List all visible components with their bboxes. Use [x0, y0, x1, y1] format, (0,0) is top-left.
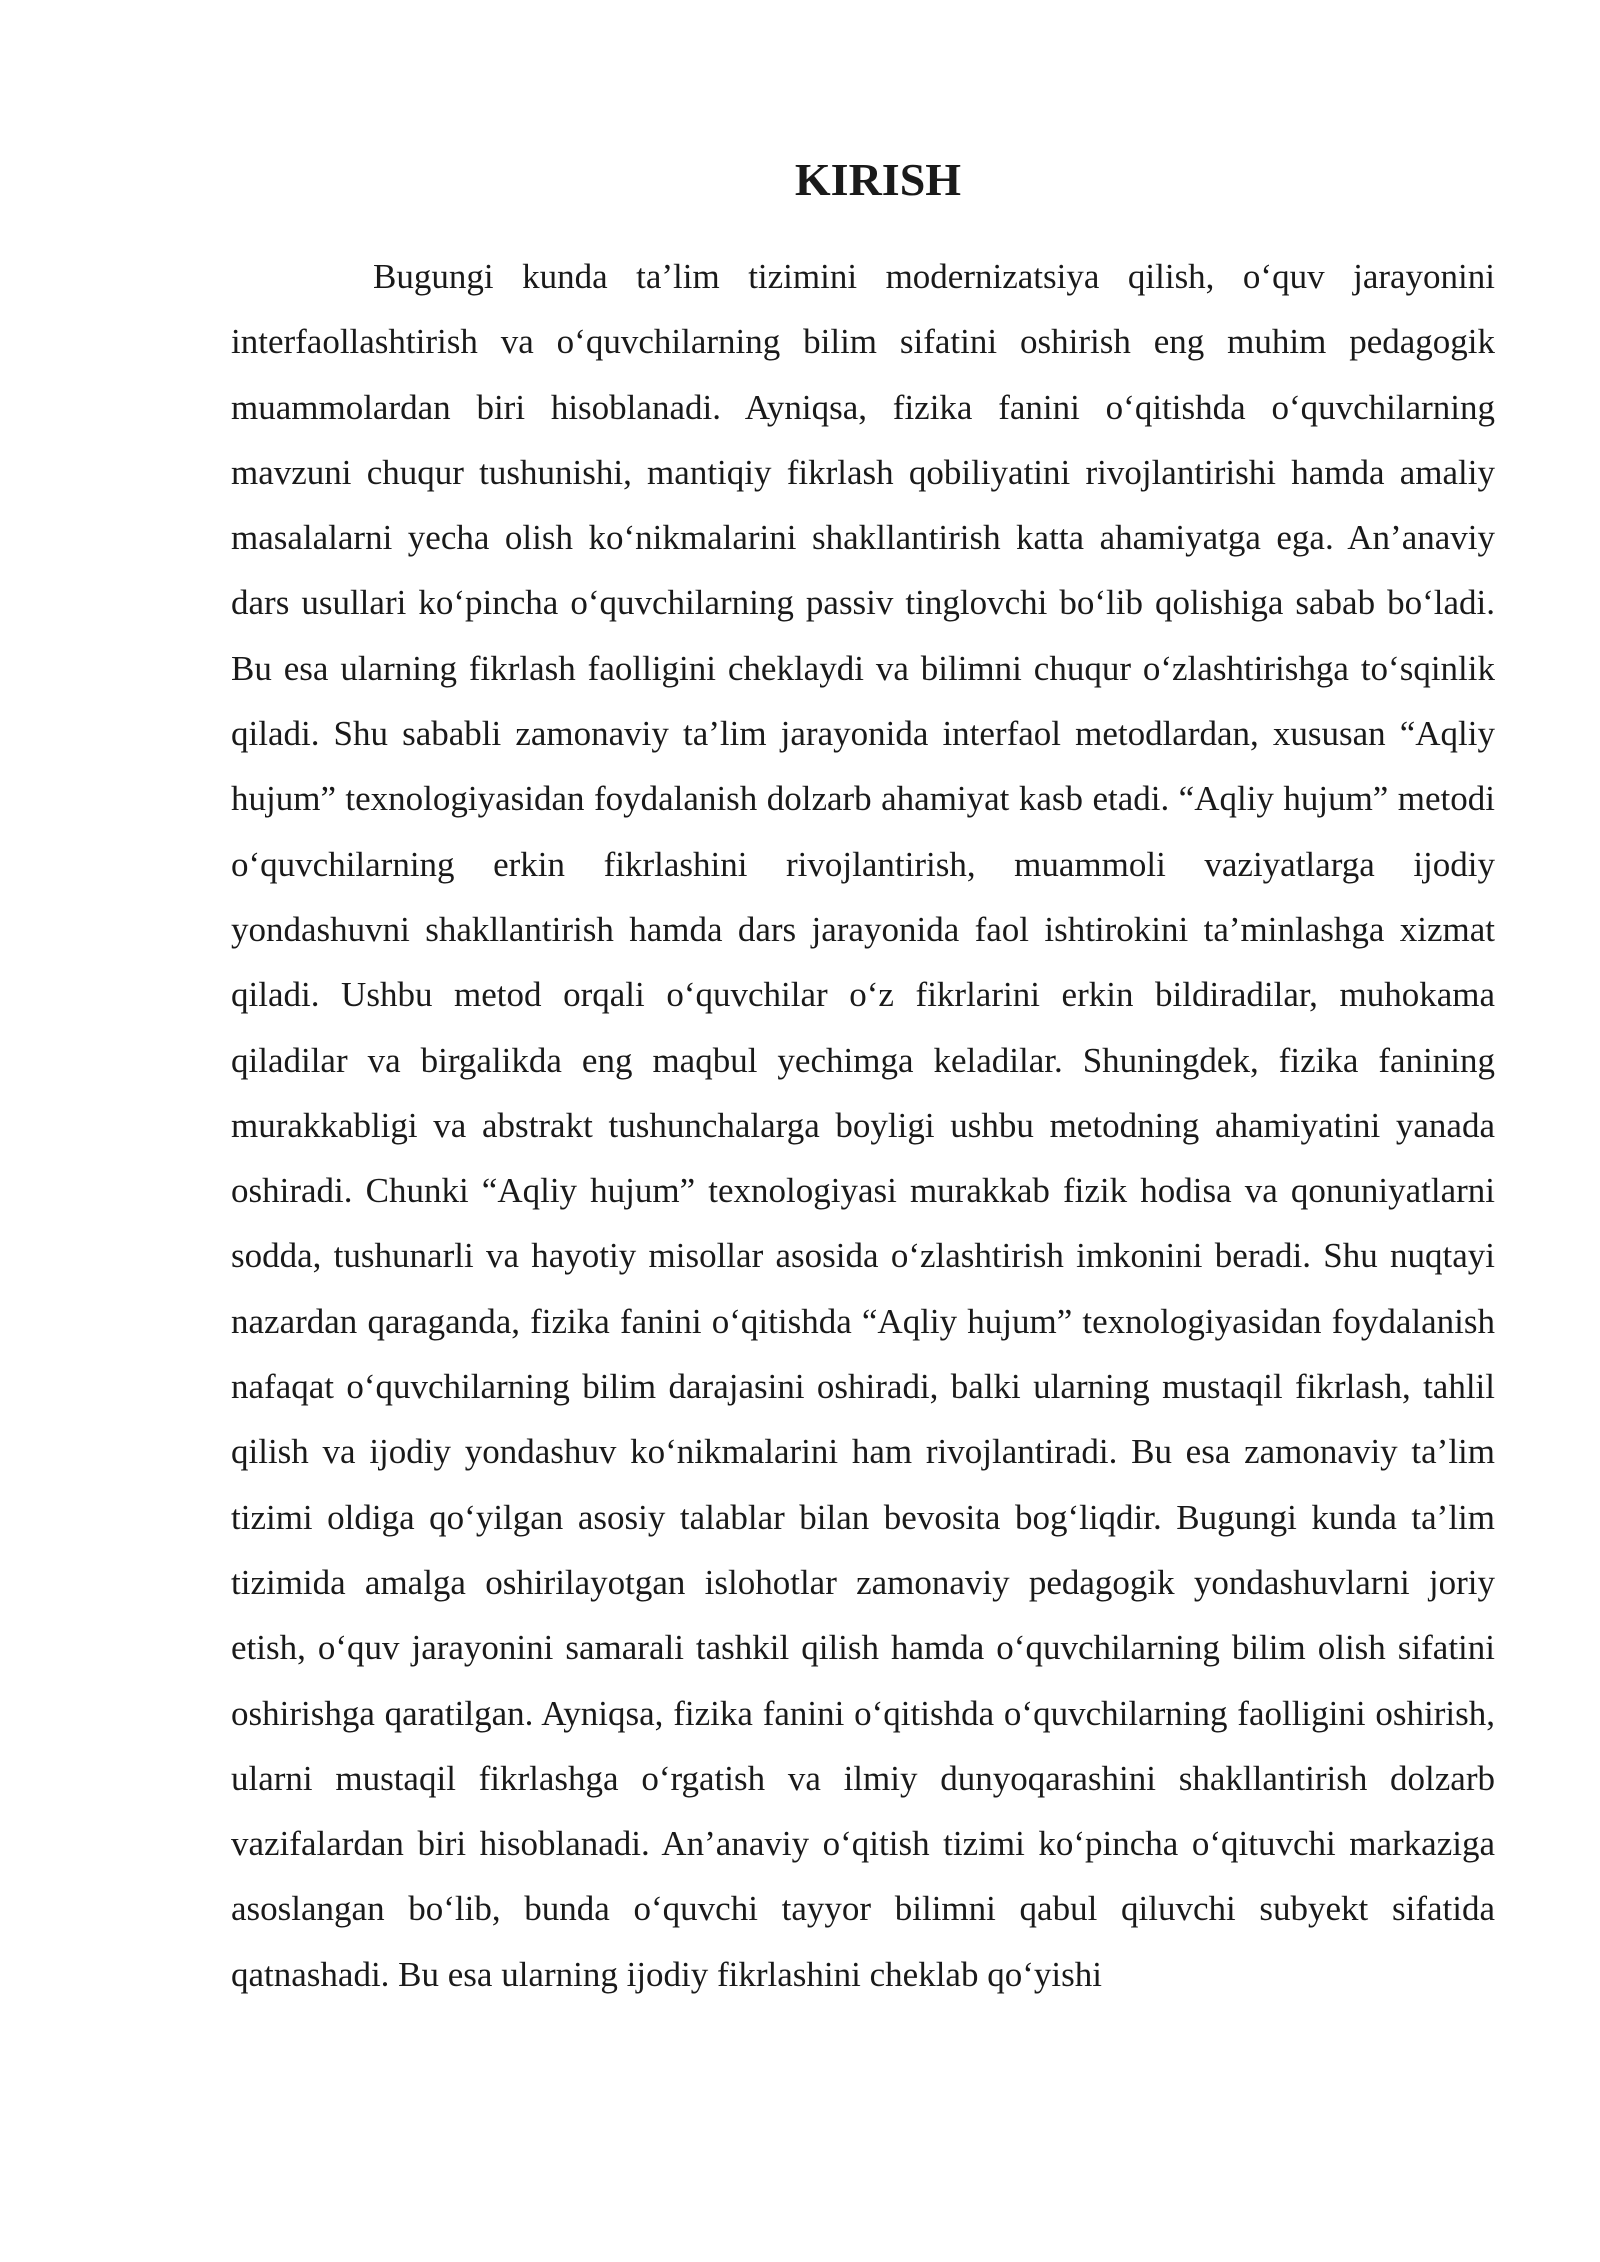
- page-title: KIRISH: [794, 154, 962, 205]
- body-paragraph: Bugungi kunda ta’lim tizimini modernizatsiya qilish, o‘quv jarayonini interfaollashtirish va o‘quvchilarning bilim sifatini oshirish eng muhim pedagogik muammolardan biri hisoblanadi. Ayniqsa, fizika fanini o‘qitishda o‘quvchilarning mavzuni chuqur tushunishi, mantiqiy fikrlash qobiliyatini rivojlantirishi hamda amaliy masalalarni yecha olish ko‘nikmalarini shakllantirish katta ahamiyatga ega. An’anaviy dars usullari ko‘pincha o‘quvchilarning passiv tinglovchi bo‘lib qolishiga sabab bo‘ladi. Bu esa ularning fikrlash faolligini cheklaydi va bilimni chuqur o‘zlashtirishga to‘sqinlik qiladi. Shu sababli zamonaviy ta’lim jarayonida interfaol metodlardan, xususan “Aqliy hujum” texnologiyasidan foydalanish dolzarb ahamiyat kasb etadi. “Aqliy hujum” metodi o‘quvchilarning erkin fikrlashini rivojlantirish, muammoli vaziyatlarga ijodiy yondashuvni shakllantirish hamda dars jarayonida faol ishtirokini ta’minlashga xizmat qiladi. Ushbu metod orqali o‘quvchilar o‘z fikrlarini erkin bildiradilar, muhokama qiladilar va birgalikda eng maqbul yechimga keladilar. Shuningdek, fizika fanining murakkabligi va abstrakt tushunchalarga boyligi ushbu metodning ahamiyatini yanada oshiradi. Chunki “Aqliy hujum” texnologiyasi murakkab fizik hodisa va qonuniyatlarni sodda, tushunarli va hayotiy misollar asosida o‘zlashtirish imkonini beradi. Shu nuqtayi nazardan qaraganda, fizika fanini o‘qitishda “Aqliy hujum” texnologiyasidan foydalanish nafaqat o‘quvchilarning bilim darajasini oshiradi, balki ularning mustaqil fikrlash, tahlil qilish va ijodiy yondashuv ko‘nikmalarini ham rivojlantiradi. Bu esa zamonaviy ta’lim tizimi oldiga qo‘yilgan asosiy talablar bilan bevosita bog‘liqdir. Bugungi kunda ta’lim tizimida amalga oshirilayotgan islohotlar zamonaviy pedagogik yondashuvlarni joriy etish, o‘quv jarayonini samarali tashkil qilish hamda o‘quvchilarning bilim olish sifatini oshirishga qaratilgan. Ayniqsa, fizika fanini o‘qitishda o‘quvchilarning faolligini oshirish, ularni mustaqil fikrlashga o‘rgatish va ilmiy dunyoqarashini shakllantirish dolzarb vazifalardan biri hisoblanadi. An’anaviy o‘qitish tizimi ko‘pincha o‘qituvchi markaziga asoslangan bo‘lib, bunda o‘quvchi tayyor bilimni qabul qiluvchi subyekt sifatida qatnashadi. Bu esa ularning ijodiy fikrlashini cheklab qo‘yishi: [231, 257, 1495, 1994]
- title-container: [0, 150, 1600, 210]
